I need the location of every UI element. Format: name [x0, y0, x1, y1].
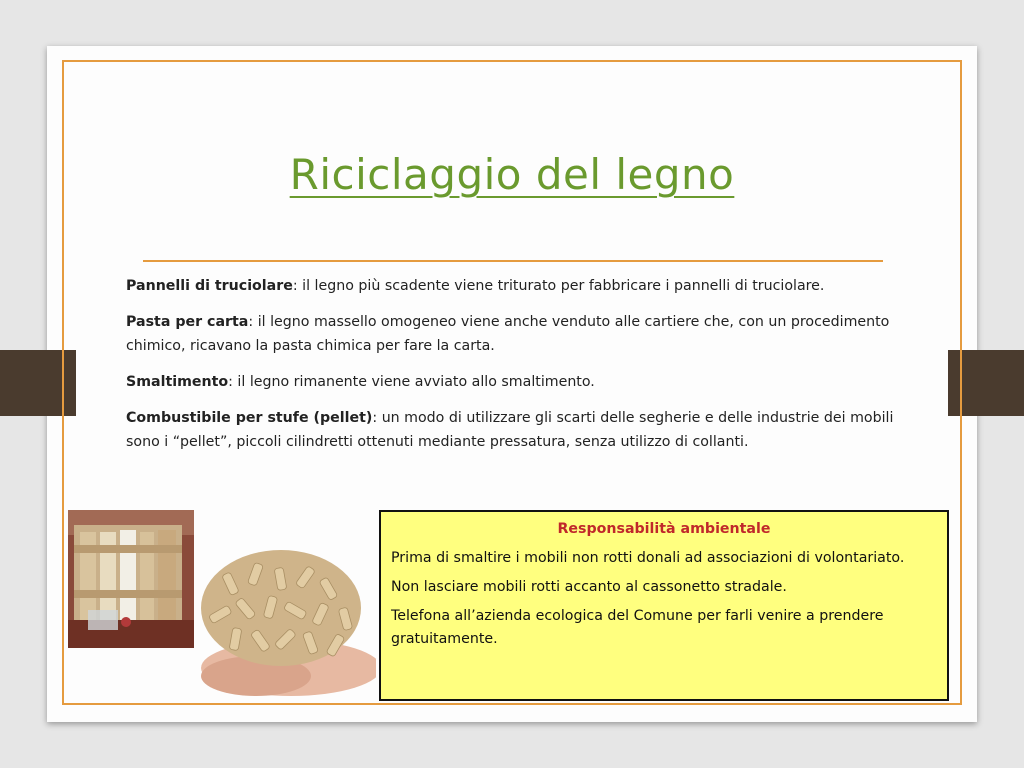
paragraph-truciolare: Pannelli di truciolare: il legno più scadente viene triturato per fabbricare i pannelli di truciolare.: [126, 278, 825, 294]
wood-pellets-in-hands-photo: [196, 548, 376, 698]
paragraph-smaltimento: Smaltimento: il legno rimanente viene avviato allo smaltimento.: [126, 374, 595, 390]
box-title: Responsabilità ambientale: [557, 521, 771, 537]
body-text: [126, 274, 916, 466]
paragraph-pasta-carta: Pasta per carta: il legno massello omogeneo viene anche venduto alle cartiere che, con un procedimento chimico, ricavano la pasta chimica per fare la carta.: [126, 314, 890, 354]
box-line-call: Telefona all’azienda ecologica del Comune per farli venire a prendere gratuitamente.: [391, 608, 884, 647]
text-truciolare: il legno più scadente viene triturato per fabbricare i pannelli di truciolare.: [302, 278, 825, 294]
slide-title: Riciclaggio del legno: [289, 150, 735, 199]
text-pellet: un modo di utilizzare gli scarti delle segherie e delle industrie dei mobili sono i “pellet”, piccoli cilindretti ottenuti mediante pressatura, senza utilizzo di collanti.: [126, 410, 894, 450]
term-pasta-carta: Pasta per carta: [126, 314, 249, 330]
paragraph-pellet: Combustibile per stufe (pellet): un modo di utilizzare gli scarti delle segherie e delle industrie dei mobili sono i “pellet”, piccoli cilindretti ottenuti mediante pressatura, senza utilizzo di collanti.: [126, 410, 894, 450]
box-line-donate: Prima di smaltire i mobili non rotti donali ad associazioni di volontariato.: [391, 550, 905, 566]
box-line-no-street: Non lasciare mobili rotti accanto al cassonetto stradale.: [391, 579, 787, 595]
environmental-responsibility-box: [379, 510, 949, 701]
text-smaltimento: il legno rimanente viene avviato allo smaltimento.: [237, 374, 595, 390]
text-pasta-carta: il legno massello omogeneo viene anche venduto alle cartiere che, con un procedimento chimico, ricavano la pasta chimica per fare la carta.: [126, 314, 890, 354]
term-pellet: Combustibile per stufe (pellet): [126, 410, 373, 426]
title-divider: [143, 260, 883, 262]
term-smaltimento: Smaltimento: [126, 374, 229, 390]
wooden-pallet-photo: [68, 510, 194, 648]
term-truciolare: Pannelli di truciolare: [126, 278, 293, 294]
